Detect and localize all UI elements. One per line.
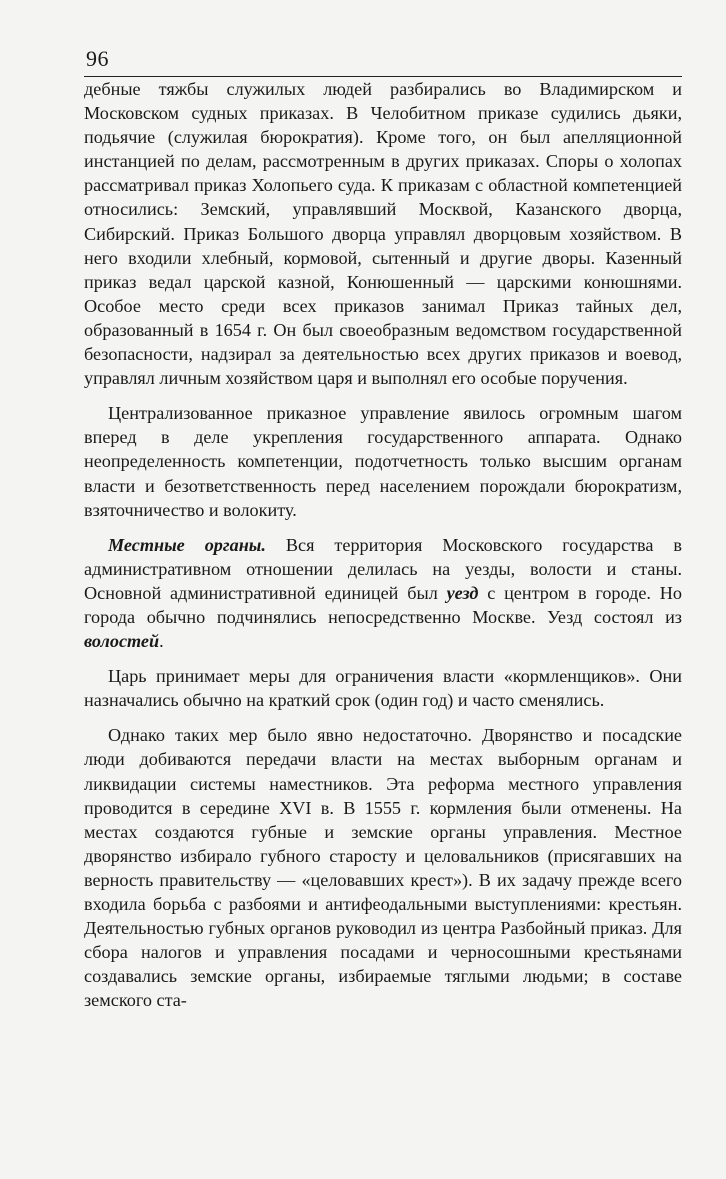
page-number: 96 [86, 46, 109, 71]
paragraph-3-text-b: с центром в городе. Но города обычно подчинялись непосредственно Москве. Уезд состоял из [84, 582, 683, 627]
body-text [84, 77, 682, 1012]
paragraph-1: дебные тяжбы служилых людей разбирались во Владимирском и Московском судных приказах. В Челобитном приказе судились дьяки, подьячие (служилая бюрократия). Кроме того, он был апелляционной инстанцией по делам, рассмотренным в других приказах. Споры о холопах рассматривал приказ Холопьего суда. К приказам с областной компетенцией относились: Земский, управлявший Москвой, Казанского дворца, Сибирский. Приказ Большого дворца управлял дворцовым хозяйством. В него входили хлебный, кормовой, сытенный и другие дворы. Казенный приказ ведал царской казной, Конюшенный — царскими конюшнями. Особое место среди всех приказов занимал Приказ тайных дел, образованный в 1654 г. Он был своеобразным ведомством государственной безопасности, надзирал за деятельностью всех других приказов и воевод, управлял личным хозяйством царя и выполнял его особые поручения. [84, 79, 682, 389]
paragraph-3 [84, 533, 682, 653]
term-uezd: уезд [446, 582, 479, 603]
paragraph-4: Царь принимает меры для ограничения власти «кормленщиков». Они назначались обычно на краткий срок (один год) и часто сменялись. [84, 666, 682, 711]
paragraph-5: Однако таких мер было явно недостаточно. Дворянство и посадские люди добиваются передачи власти на местах выборным органам и ликвидации системы наместников. Эта реформа местного управления проводится в середине XVI в. В 1555 г. кормления были отменены. На местах создаются губные и земские органы управления. Местное дворянство избирало губного старосту и целовальников (присягавших на верность правительству — «целовавших крест»). В их задачу прежде всего входила борьба с разбоями и антифеодальными выступлениями: крестьян. Деятельностью губных органов руководил из центра Разбойный приказ. Для сбора налогов и управления посадами и черносошными крестьянами создавались земские органы, избираемые тяглыми людьми; в составе земского ста- [84, 725, 682, 1011]
paragraph-3-text-a: Вся территория Московского государства в административном отношении делилась на уезды, волости и станы. Основной административной единицей был [84, 534, 682, 603]
term-volosti: волостей [84, 631, 160, 652]
paragraph-2: Централизованное приказное управление явилось огромным шагом вперед в деле укрепления государственного аппарата. Однако неопределенность компетенции, подотчетность только высшим органам власти и безответственность перед населением порождали бюрократизм, взяточничество и волокиту. [84, 403, 682, 520]
section-heading-local-organs: Местные органы. [108, 534, 266, 555]
book-page [84, 46, 682, 1012]
paragraph-3-text-c: . [159, 631, 164, 652]
